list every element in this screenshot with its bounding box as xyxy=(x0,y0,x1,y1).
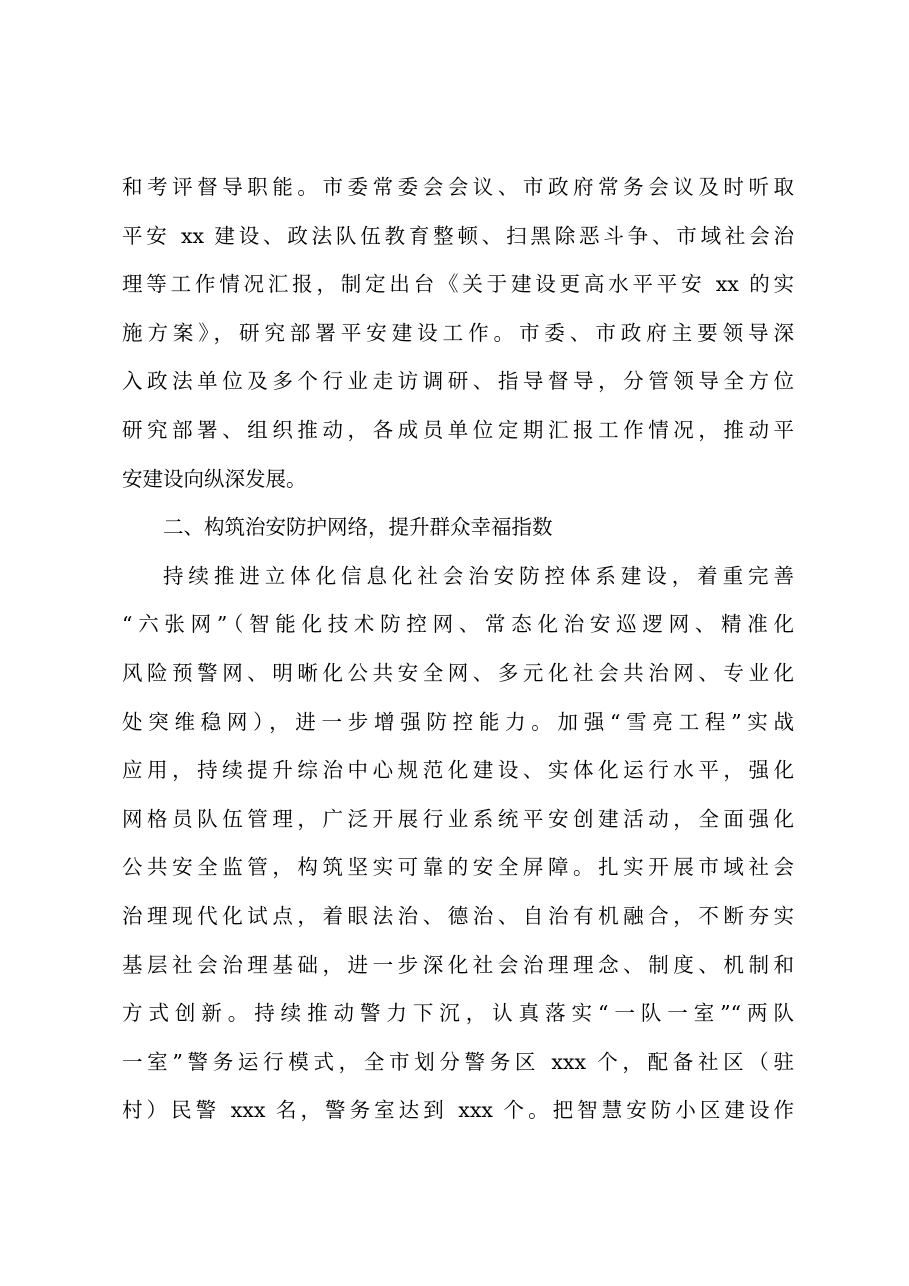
text-line: 和考评督导职能。市委常委会会议、市政府常务会议及时听取 xyxy=(122,175,794,199)
text-line: 村）民警 xxx 名，警务室达到 xxx 个。把智慧安防小区建设作 xyxy=(122,1098,794,1123)
section-heading: 二、构筑治安防护网络，提升群众幸福指数 xyxy=(163,515,553,540)
text-line: 应用，持续提升综治中心规范化建设、实体化运行水平，强化 xyxy=(122,758,794,783)
text-line: 基层社会治理基础，进一步深化社会治理理念、制度、机制和 xyxy=(122,952,794,977)
text-line: 入政法单位及多个行业走访调研、指导督导，分管领导全方位 xyxy=(122,369,794,394)
text-line: 施方案》，研究部署平安建设工作。市委、市政府主要领导深 xyxy=(122,320,794,345)
text-line: 风险预警网、明晰化公共安全网、多元化社会共治网、专业化 xyxy=(122,660,794,685)
text-line: 方式创新。持续推动警力下沉，认真落实“一队一室”“两队 xyxy=(122,1001,794,1026)
text-line: 安建设向纵深发展。 xyxy=(122,466,307,491)
text-line: 处突维稳网），进一步增强防控能力。加强“雪亮工程”实战 xyxy=(122,709,794,734)
text-line: 理等工作情况汇报，制定出台《关于建设更高水平平安 xx 的实 xyxy=(122,272,794,297)
document-body xyxy=(122,163,794,1135)
text-line: 公共安全监管，构筑坚实可靠的安全屏障。扎实开展市域社会 xyxy=(122,855,794,880)
text-line: 治理现代化试点，着眼法治、德治、自治有机融合，不断夯实 xyxy=(122,903,794,928)
text-line: “六张网”（智能化技术防控网、常态化治安巡逻网、精准化 xyxy=(122,612,794,637)
text-line: 网格员队伍管理，广泛开展行业系统平安创建活动，全面强化 xyxy=(122,806,794,831)
text-line: 一室”警务运行模式，全市划分警务区 xxx 个，配备社区（驻 xyxy=(122,1049,794,1074)
text-line: 平安 xx 建设、政法队伍教育整顿、扫黑除恶斗争、市域社会治 xyxy=(122,223,794,248)
text-line: 持续推进立体化信息化社会治安防控体系建设，着重完善 xyxy=(163,563,794,588)
text-line: 研究部署、组织推动，各成员单位定期汇报工作情况，推动平 xyxy=(122,417,794,442)
